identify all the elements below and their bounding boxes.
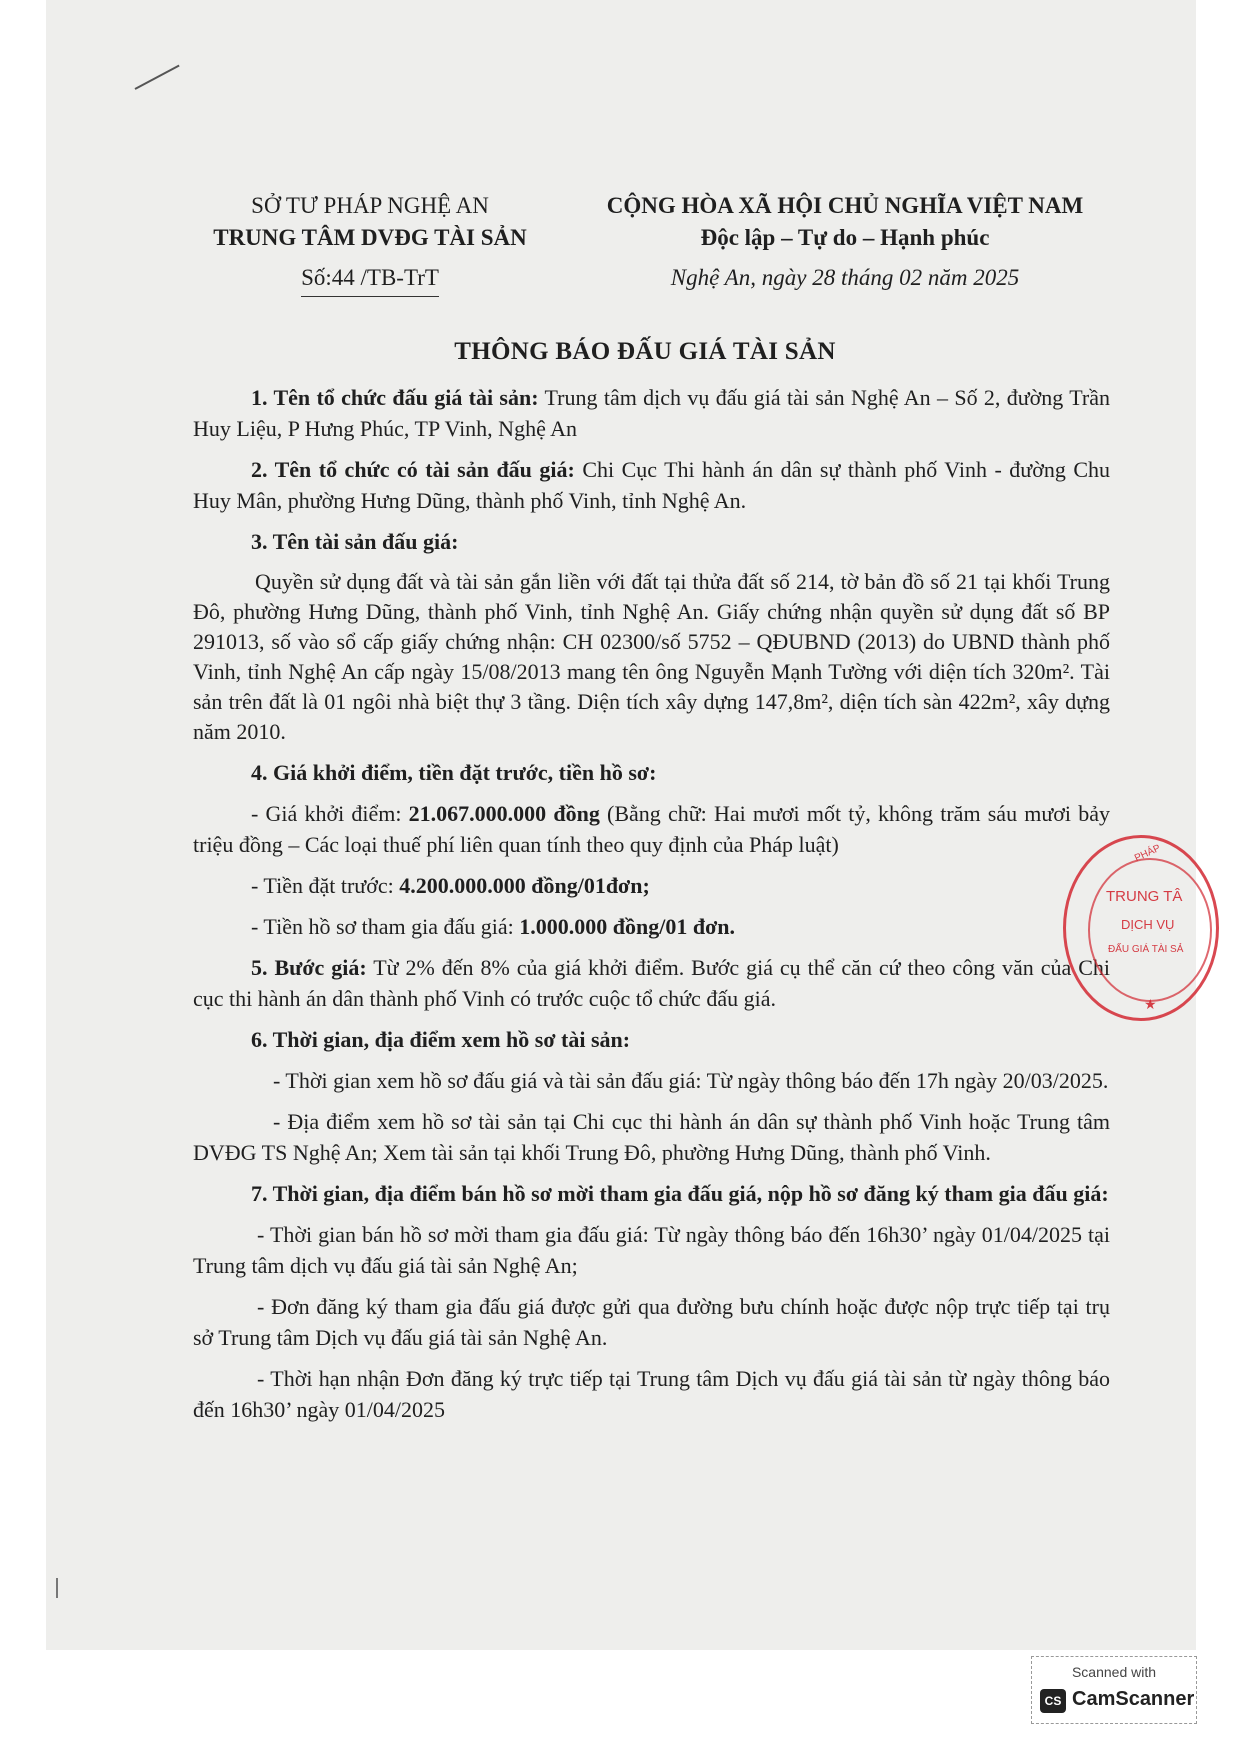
- document-title: THÔNG BÁO ĐẤU GIÁ TÀI SẢN: [454, 338, 836, 365]
- starting-price-prefix: - Giá khởi điểm:: [251, 801, 409, 826]
- seal-line-2: DỊCH VỤ: [1121, 917, 1175, 932]
- section-1-label: 1. Tên tổ chức đấu giá tài sản:: [251, 385, 539, 410]
- national-header: [580, 190, 1110, 294]
- agency-line-1: SỞ TƯ PHÁP NGHỆ AN: [251, 193, 489, 218]
- asset-description: Quyền sử dụng đất và tài sản gắn liền với đất tại thửa đất số 214, tờ bản đồ số 21 tại khối Trung Đô, phường Hưng Dũng, thành phố Vinh, tỉnh Nghệ An. Giấy chứng nhận quyền sử dụng đất số BP 291013, số vào sổ cấp giấy chứng nhận: CH 02300/số 5752 – QĐUBND (2013) do UBND thành phố Vinh, tỉnh Nghệ An cấp ngày 15/08/2013 mang tên ông Nguyễn Mạnh Tường với diện tích 320m². Tài sản trên đất là 01 ngôi nhà biệt thự 3 tầng. Diện tích xây dựng 147,8m², diện tích sàn 422m², xây dựng năm 2010.: [193, 569, 1110, 744]
- document-number: Số:44 /TB-TrT: [301, 262, 439, 297]
- seal-arc-left: PHÁP: [1132, 842, 1163, 865]
- deposit-value: 4.200.000.000 đồng/01đơn;: [399, 873, 650, 898]
- seal-line-1: TRUNG TÂ: [1106, 888, 1183, 905]
- starting-price-words: (Bằng chữ: Hai mươi mốt tỷ, không trăm sáu mươi bảy triệu đồng – Các loại thuế phí liên quan tính theo quy định của Pháp luật): [193, 801, 1110, 857]
- section-1: [193, 382, 1110, 444]
- deposit: [193, 870, 1110, 901]
- dossier-fee-prefix: - Tiền hồ sơ tham gia đấu giá:: [251, 914, 520, 939]
- document-date: Nghệ An, ngày 28 tháng 02 năm 2025: [670, 265, 1020, 290]
- section-2-text: Chi Cục Thi hành án dân sự thành phố Vinh - đường Chu Huy Mân, phường Hưng Dũng, thành phố Vinh, tỉnh Nghệ An.: [193, 457, 1110, 513]
- country-name: CỘNG HÒA XÃ HỘI CHỦ NGHĨA VIỆT NAM: [606, 193, 1084, 218]
- section-7-label: 7. Thời gian, địa điểm bán hồ sơ mời tham gia đấu giá, nộp hồ sơ đăng ký tham gia đấu giá:: [251, 1181, 1109, 1206]
- edge-mark: [56, 1578, 58, 1598]
- section-2-label: 2. Tên tổ chức có tài sản đấu giá:: [251, 457, 575, 482]
- section-4: [193, 757, 1110, 788]
- section-3-label: 3. Tên tài sản đấu giá:: [251, 529, 459, 554]
- starting-price: [193, 798, 1110, 860]
- seal-star-icon: ★: [1144, 996, 1157, 1012]
- section-3: [193, 526, 1110, 557]
- camscanner-name: CamScanner: [1072, 1688, 1195, 1710]
- section-7: [193, 1178, 1110, 1209]
- dossier-fee-value: 1.000.000 đồng/01 đơn.: [519, 914, 736, 939]
- registration-deadline: - Thời hạn nhận Đơn đăng ký trực tiếp tại Trung tâm Dịch vụ đấu giá tài sản từ ngày thông báo đến 16h30’ ngày 01/04/2025: [193, 1366, 1110, 1422]
- camscanner-logo-icon: CS: [1040, 1689, 1066, 1713]
- seal-line-3: ĐẤU GIÁ TÀI SẢ: [1108, 944, 1184, 955]
- viewing-time: - Thời gian xem hồ sơ đấu giá và tài sản đấu giá: Từ ngày thông báo đến 17h ngày 20/03/2025.: [273, 1068, 1109, 1093]
- section-6-label: 6. Thời gian, địa điểm xem hồ sơ tài sản:: [251, 1027, 631, 1052]
- scanned-with-label: Scanned with: [1071, 1664, 1157, 1680]
- issuer-header: [180, 190, 560, 297]
- dossier-fee: [193, 911, 1110, 942]
- national-motto: Độc lập – Tự do – Hạnh phúc: [700, 225, 990, 250]
- section-1-text: Trung tâm dịch vụ đấu giá tài sản Nghệ An – Số 2, đường Trần Huy Liệu, P Hưng Phúc, TP Vinh, Nghệ An: [193, 385, 1110, 441]
- dossier-sale-time: - Thời gian bán hồ sơ mời tham gia đấu giá: Từ ngày thông báo đến 16h30’ ngày 01/04/2025 tại Trung tâm dịch vụ đấu giá tài sản Nghệ An;: [193, 1222, 1110, 1278]
- starting-price-value: 21.067.000.000 đồng: [408, 801, 600, 826]
- section-4-label: 4. Giá khởi điểm, tiền đặt trước, tiền hồ sơ:: [251, 760, 657, 785]
- section-5-label: 5. Bước giá:: [251, 955, 367, 980]
- camscanner-badge: [1031, 1656, 1197, 1724]
- deposit-prefix: - Tiền đặt trước:: [251, 873, 400, 898]
- section-5-text: Từ 2% đến 8% của giá khởi điểm. Bước giá cụ thể căn cứ theo công văn của Chi cục thi hành án dân thành phố Vinh có trước cuộc tổ chức đấu giá.: [193, 955, 1111, 1011]
- viewing-place: - Địa điểm xem hồ sơ tài sản tại Chi cục thi hành án dân sự thành phố Vinh hoặc Trung tâm DVĐG TS Nghệ An; Xem tài sản tại khối Trung Đô, phường Hưng Dũng, thành phố Vinh.: [193, 1109, 1110, 1165]
- document-body: [193, 382, 1110, 1435]
- section-5: [193, 952, 1110, 1014]
- seal-arc-right: TỈNH: [1189, 840, 1216, 863]
- official-seal: [1063, 835, 1219, 1021]
- section-2: [193, 454, 1110, 516]
- registration-submission: - Đơn đăng ký tham gia đấu giá được gửi qua đường bưu chính hoặc được nộp trực tiếp tại trụ sở Trung tâm Dịch vụ đấu giá tài sản Nghệ An.: [193, 1294, 1110, 1350]
- agency-line-2: TRUNG TÂM DVĐG TÀI SẢN: [213, 225, 527, 250]
- section-6: [193, 1024, 1110, 1055]
